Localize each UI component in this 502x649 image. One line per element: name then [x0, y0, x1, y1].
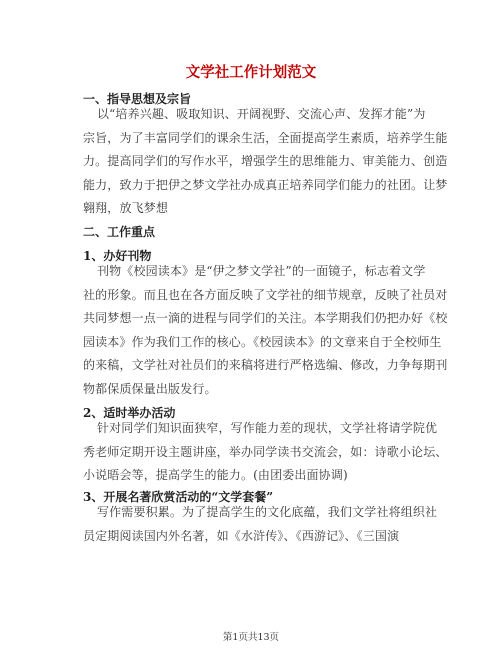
paragraph-line: 刊物《校园读本》是“伊之梦文学社”的一面镜子，标志着文学	[97, 264, 426, 278]
section-paragraph-guiding-ideas	[83, 103, 448, 221]
paragraph-line: 小说晤会等，提高学生的能力。(由团委出面协调)	[83, 468, 348, 482]
paragraph-hold-activities	[83, 417, 448, 488]
paragraph-line: 物都保质保量出版发行。	[83, 381, 217, 396]
document-title: 文学社工作计划范文	[185, 64, 317, 81]
paragraph-line: 写作需要积累。为了提高学生的文化底蕴，我们文学社将组织社	[97, 505, 438, 519]
section-heading-guiding-ideas: 一、指导思想及宗旨	[83, 92, 192, 106]
paragraph-line: 秀老师定期开设主题讲座，举办同学读书交流会，如：诗歌小论坛、	[83, 444, 448, 459]
paragraph-classics-appreciation	[83, 501, 438, 548]
subheading-run-publication: 1、办好刊物	[83, 249, 152, 263]
paragraph-line: 以“培养兴趣、吸取知识、开阔视野、交流心声、发挥才能”为	[97, 107, 426, 121]
paragraph-line: 的来稿，文学社对社员们的来稿将进行严格选编、修改，力争每期刊	[83, 358, 448, 372]
paragraph-line: 园读本》作为我们工作的核心。《校园读本》的文章来自于全校师生	[83, 334, 442, 349]
page-number-footer: 第1页共13页	[222, 632, 280, 643]
section-heading-work-focus: 二、工作重点	[83, 225, 156, 239]
paragraph-line: 力。提高同学们的写作水平，增强学生的思维能力、审美能力、创造	[83, 154, 448, 168]
paragraph-line: 员定期阅读国内外名著，如《水浒传》、《西游记》、《三国演	[83, 528, 400, 543]
paragraph-line: 社的形象。而且也在各方面反映了文学社的细节规章，反映了社员对	[83, 287, 448, 302]
paragraph-line: 针对同学们知识面狭窄，写作能力差的现状，文学社将请学院优	[97, 421, 438, 435]
paragraph-line: 能力，致力于把伊之梦文学社办成真正培养同学们能力的社团。让梦	[83, 177, 448, 192]
paragraph-run-publication	[83, 260, 448, 401]
subheading-classics-appreciation: 3、开展名著欣赏活动的“文学套餐”	[83, 490, 274, 504]
subheading-hold-activities: 2、适时举办活动	[83, 406, 176, 420]
paragraph-line: 共同梦想一点一滴的进程与同学们的关注。本学期我们仍把办好《校	[83, 311, 448, 325]
paragraph-line: 宗旨，为了丰富同学们的课余生活，全面提高学生素质，培养学生能	[83, 130, 448, 145]
paragraph-line: 翱翔，放飞梦想	[83, 201, 169, 215]
